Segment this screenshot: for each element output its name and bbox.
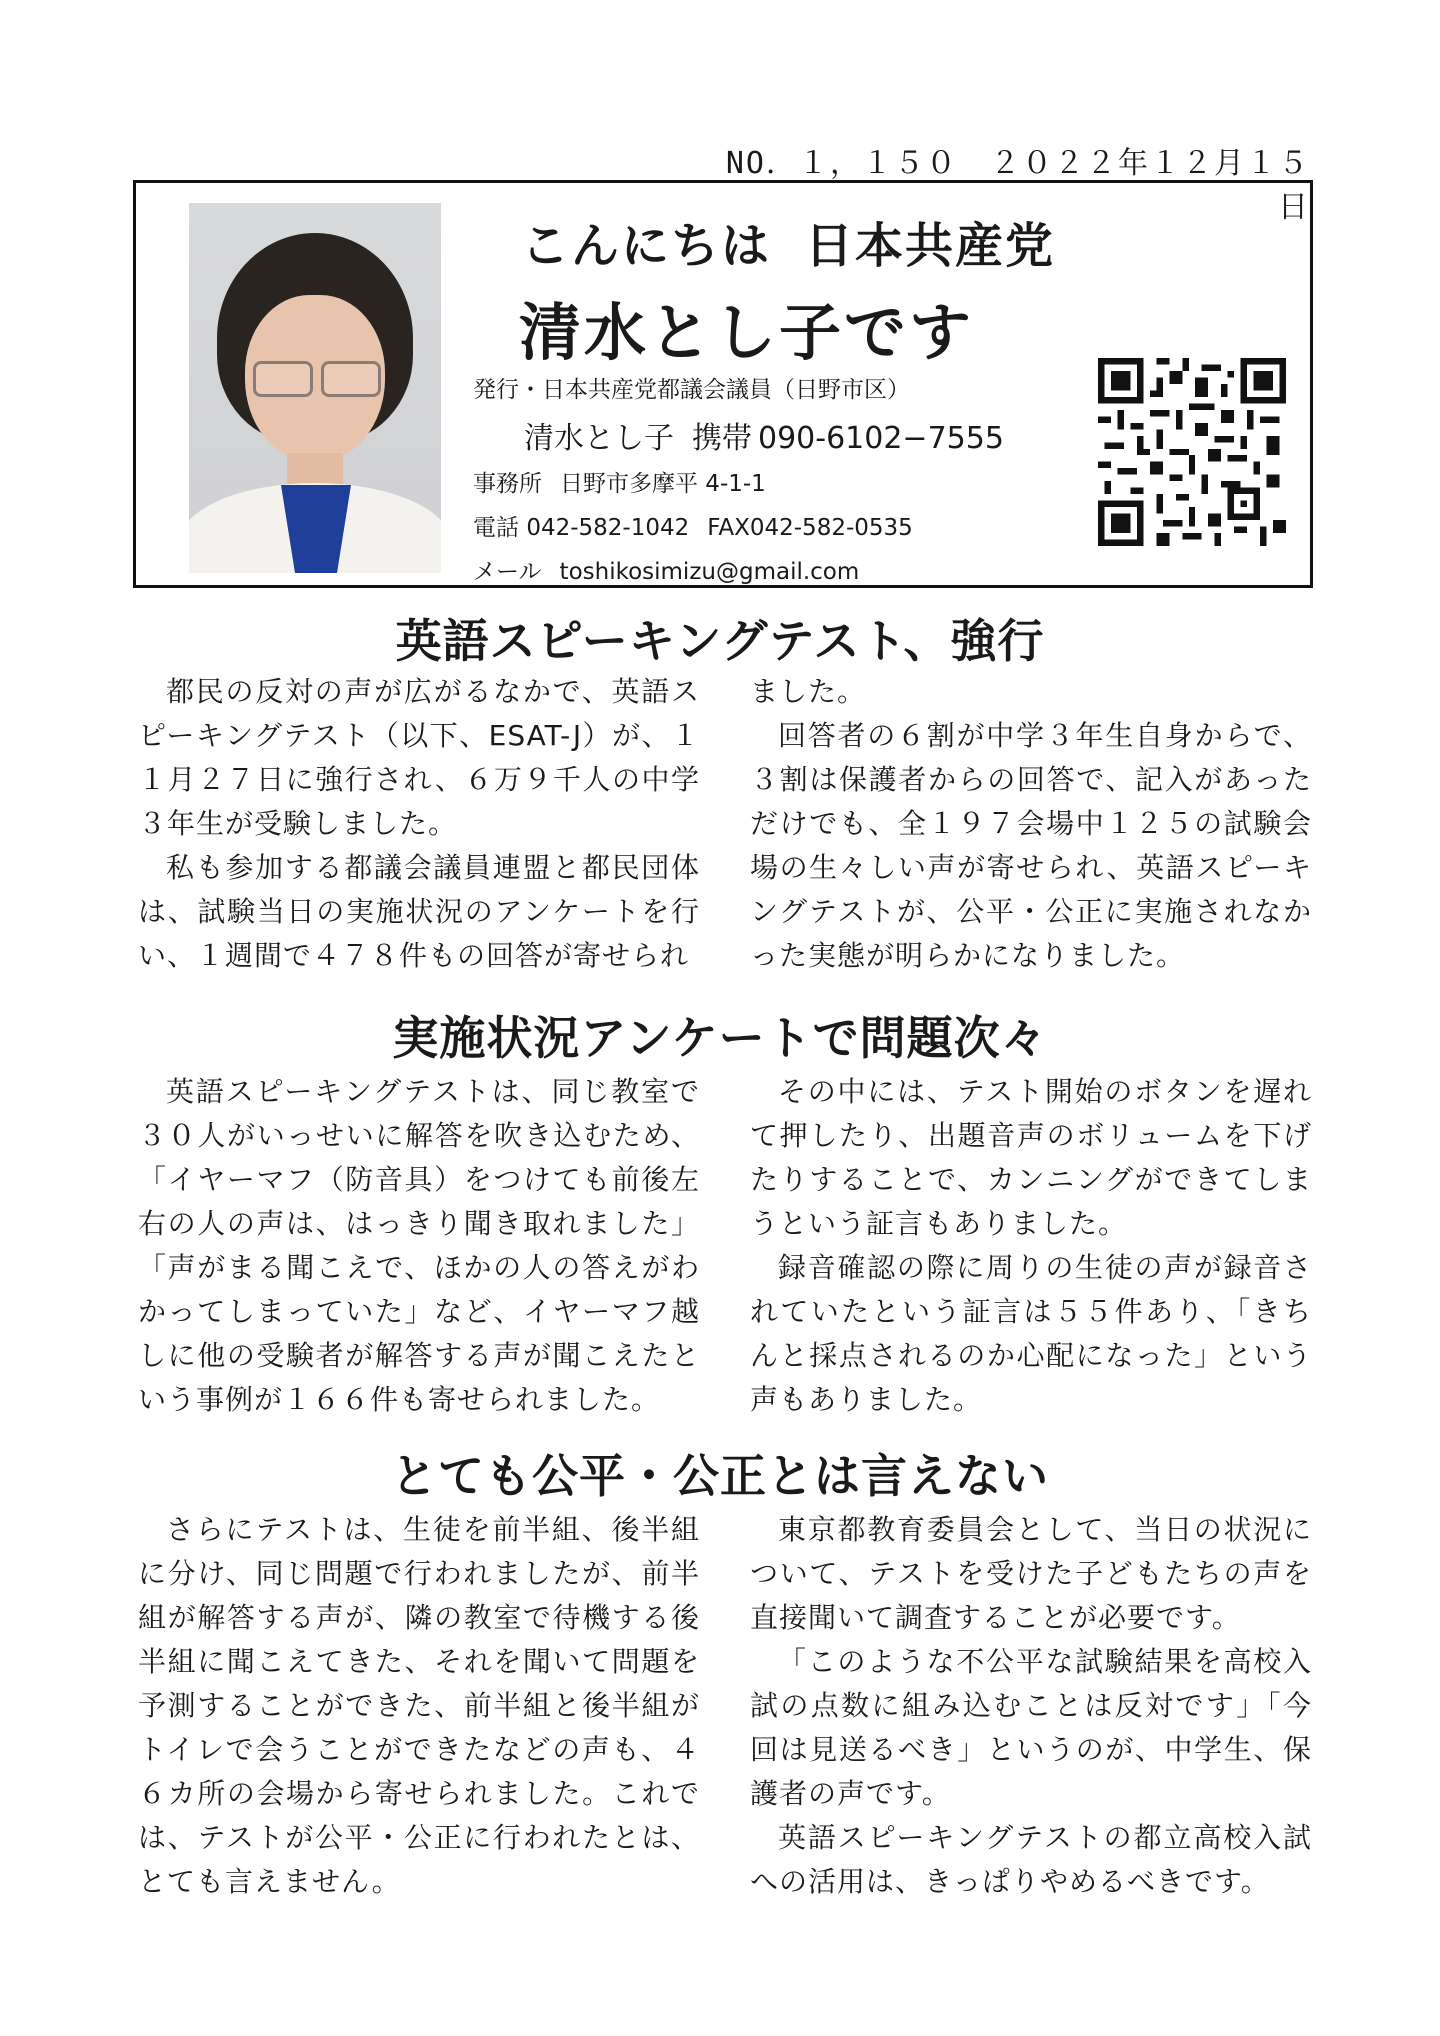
portrait-photo [189,203,441,573]
issue-number-date: NO．１，１５０ ２０２２年１２月１５日 [725,146,1310,225]
paragraph: 英語スピーキングテストの都立高校入試への活用は、きっぱりやめるべきです。 [750,1821,1312,1898]
paragraph: 都民の反対の声が広がるなかで、英語スピーキングテスト（以下、ESAT-J）が、１１月２７日に強行され、６万９千人の中学３年生が受験しました。 [138,675,700,840]
section-1-right-column [750,670,1312,978]
greeting-hello: こんにちは [521,218,772,274]
greeting [521,207,1055,276]
office-address: 日野市多摩平 4-1-1 [560,471,766,497]
paragraph: ました。 [750,675,867,708]
office-label: 事務所 [473,471,542,497]
tel-number: 042-582-1042 [526,515,690,541]
tel-label: 電話 [473,515,519,541]
section-heading-2: 実施状況アンケートで問題次々 [392,1011,1048,1065]
paragraph: 「このような不公平な試験結果を高校入試の点数に組み込むことは反対です」「今回は見送るべき」というのが、中学生、保護者の声です。 [750,1645,1312,1810]
fax-number: FAX042-582-0535 [707,515,913,541]
publisher-line: 発行・日本共産党都議会議員（日野市区） [473,377,910,403]
section-3-right-column [750,1508,1312,1904]
section-1-left-column [138,670,700,978]
mail-address: toshikosimizu@gmail.com [559,559,860,585]
paragraph: 英語スピーキングテストは、同じ教室で３０人がいっせいに解答を吹き込むため、「イヤーマフ（防音具）をつけても前後左右の人の声は、はっきり聞き取れました」「声がまる聞こえで、ほかの人の答えがわかってしまっていた」など、イヤーマフ越しに他の受験者が解答する声が聞こえたという事例が１６６件も寄せられました。 [138,1075,700,1416]
paragraph: 東京都教育委員会として、当日の状況について、テストを受けた子どもたちの声を直接聞いて調査することが必要です。 [750,1513,1312,1634]
party-name: 日本共産党 [805,218,1056,274]
office-line [473,465,766,498]
paragraph: 回答者の６割が中学３年生自身からで、３割は保護者からの回答で、記入があっただけでも、全１９７会場中１２５の試験会場の生々しい声が寄せられ、英語スピーキングテストが、公平・公正に実施されなかった実態が明らかになりました。 [750,719,1312,972]
section-3-left-column [138,1508,700,1904]
section-2-left-column [138,1070,700,1422]
masthead [133,180,1313,588]
qr-code-icon[interactable] [1098,358,1286,546]
section-heading-1: 英語スピーキングテスト、強行 [395,614,1045,668]
mail-line [473,553,859,586]
paragraph: 録音確認の際に周りの生徒の声が録音されていたという証言は５５件あり、「きちんと採点されるのか心配になった」という声もありました。 [750,1251,1312,1416]
tel-fax-line [473,509,913,542]
paragraph: さらにテストは、生徒を前半組、後半組に分け、同じ問題で行われましたが、前半組が解答する声が、隣の教室で待機する後半組に聞こえてきた、それを聞いて問題を予測することができた、前半組と後半組がトイレで会うことができたなどの声も、４６カ所の会場から寄せられました。これでは、テストが公平・公正に行われたとは、とても言えません。 [138,1513,700,1898]
section-heading-3: とても公平・公正とは言えない [391,1449,1049,1503]
paragraph: その中には、テスト開始のボタンを遅れて押したり、出題音声のボリュームを下げたりすることで、カンニングができてしまうという証言もありました。 [750,1075,1312,1240]
paragraph: 私も参加する都議会議員連盟と都民団体は、試験当日の実施状況のアンケートを行い、１週間で４７８件もの回答が寄せられ [138,851,700,972]
name-title: 清水とし子です [519,296,975,369]
mail-label: メール [473,559,542,585]
contact-name: 清水とし子 [524,421,674,456]
mobile-label: 携帯 [692,421,752,456]
name-phone-line [524,413,1004,457]
section-2-right-column [750,1070,1312,1422]
mobile-number: 090-6102−7555 [758,421,1004,456]
